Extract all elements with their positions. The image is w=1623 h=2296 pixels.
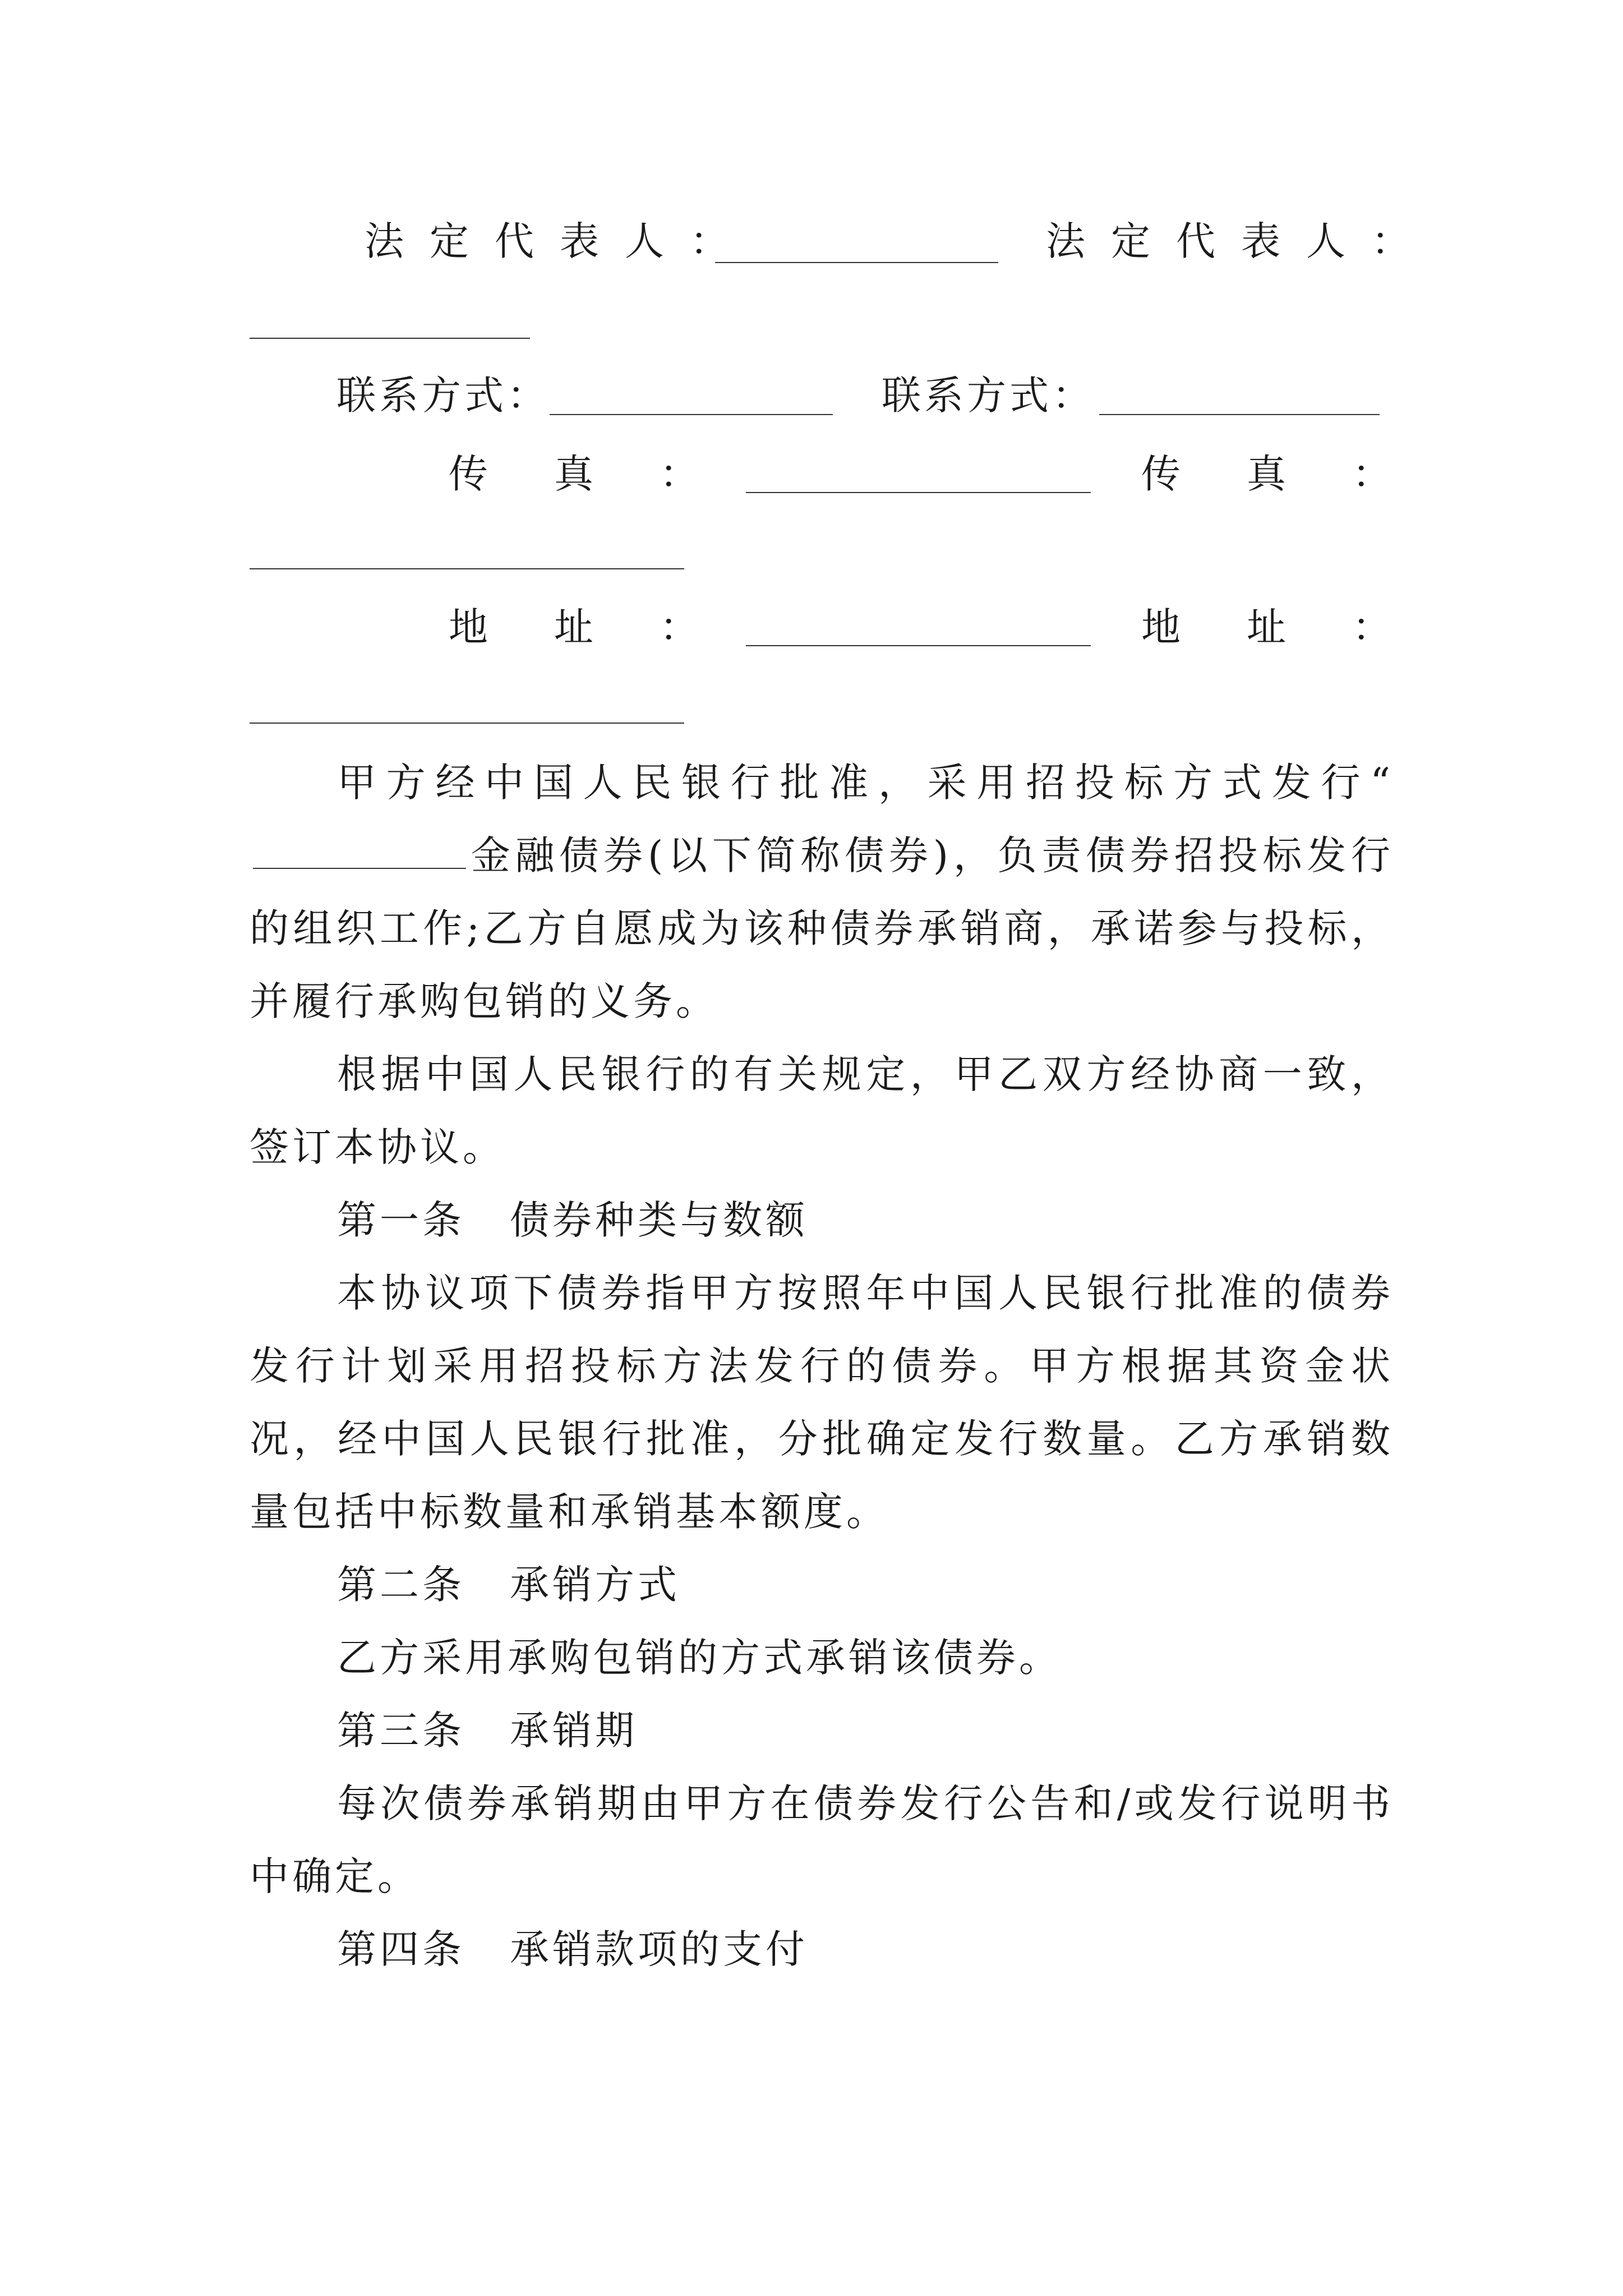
- rep-blank-party-a[interactable]: [715, 262, 998, 263]
- fax-blank-party-b[interactable]: [250, 568, 684, 569]
- intro-p1-part1: 甲方经中国人民银行批准，采用招投标方式发行“: [337, 760, 1394, 806]
- article-4-heading: [250, 1913, 1394, 1986]
- article-3-number: 第三条: [337, 1708, 465, 1754]
- article-1-heading: [250, 1184, 1394, 1257]
- article-4-number: 第四条: [337, 1926, 465, 1972]
- article-3-heading: [250, 1694, 1394, 1767]
- address-label-party-b: 地址：: [1141, 604, 1458, 650]
- fax-label-party-b: 传真：: [1141, 451, 1458, 497]
- agreement-body: [250, 746, 1394, 1986]
- rep-label-party-b: 法定代表人：: [1046, 218, 1436, 264]
- rep-label-party-a: 法定代表人：: [365, 218, 755, 264]
- address-label-party-a: 地址：: [449, 604, 765, 650]
- contact-blank-party-a[interactable]: [550, 414, 833, 415]
- article-2-body: 乙方采用承购包销的方式承销该债券。: [337, 1635, 1062, 1681]
- article-2-title: 承销方式: [510, 1562, 680, 1608]
- address-blank-party-a[interactable]: [746, 645, 1091, 646]
- contact-label-party-b: 联系方式：: [882, 372, 1095, 418]
- contact-label-party-a: 联系方式：: [336, 372, 550, 418]
- article-3-title: 承销期: [510, 1708, 638, 1754]
- address-blank-party-b[interactable]: [250, 723, 684, 724]
- article-1-title: 债券种类与数额: [510, 1197, 808, 1243]
- fax-label-party-a: 传真：: [449, 451, 765, 497]
- article-1-number: 第一条: [337, 1197, 465, 1243]
- fax-blank-party-a[interactable]: [746, 492, 1091, 493]
- intro-paragraph-2: 根据中国人民银行的有关规定，甲乙双方经协商一致，签订本协议。: [250, 1051, 1394, 1170]
- bond-name-blank[interactable]: [253, 868, 466, 869]
- article-3-body: 每次债券承销期由甲方在债券发行公告和/或发行说明书中确定。: [250, 1780, 1394, 1899]
- contact-blank-party-b[interactable]: [1099, 414, 1380, 415]
- intro-paragraph-1: [250, 746, 1394, 1038]
- article-1-body: 本协议项下债券指甲方按照年中国人民银行批准的债券发行计划采用招投标方法发行的债券。甲方根据其资金状况，经中国人民银行批准，分批确定发行数量。乙方承销数量包括中标数量和承销基本额度。: [250, 1270, 1394, 1535]
- intro-p1-part2: 金融债券(以下简称债券)，负责债券招投标发行的组织工作;乙方自愿成为该种债券承销商，承诺参与投标，并履行承购包销的义务。: [250, 832, 1394, 1024]
- article-2-heading: [250, 1548, 1394, 1621]
- article-2-number: 第二条: [337, 1562, 465, 1608]
- rep-blank-party-b[interactable]: [250, 338, 530, 339]
- article-4-title: 承销款项的支付: [510, 1926, 808, 1972]
